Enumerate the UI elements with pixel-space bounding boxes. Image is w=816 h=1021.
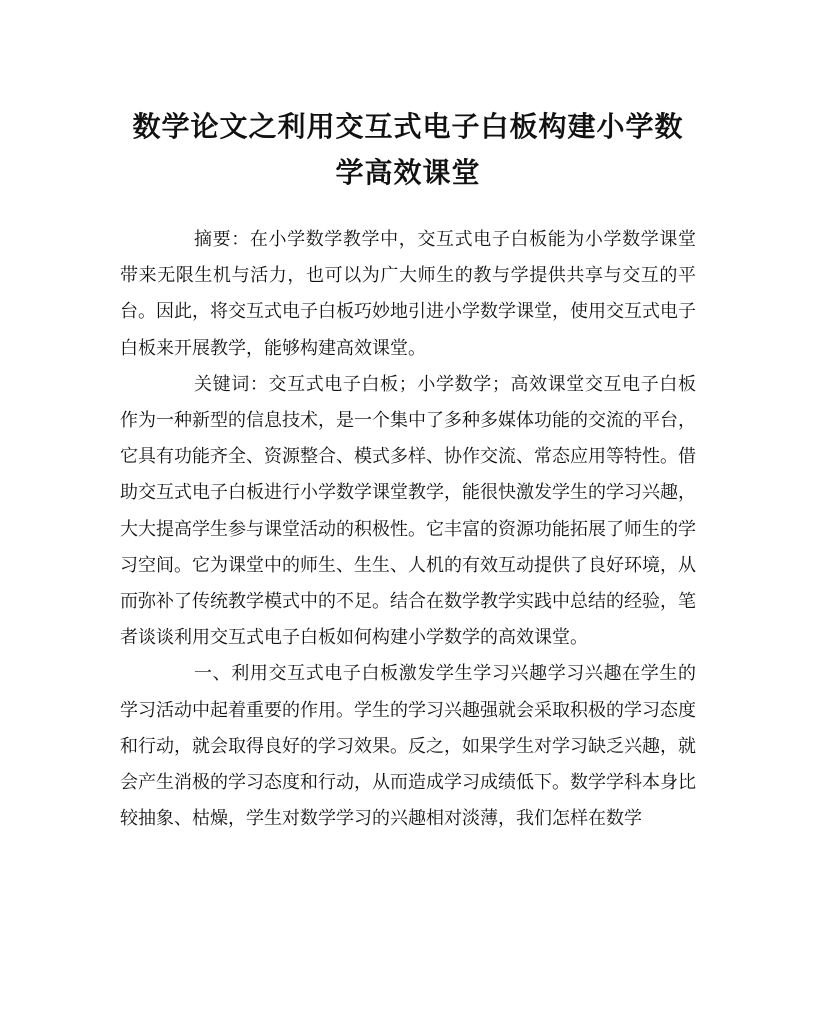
abstract-paragraph: 摘要：在小学数学教学中，交互式电子白板能为小学数学课堂带来无限生机与活力，也可以为广大师生的教与学提供共享与交互的平台。因此，将交互式电子白板巧妙地引进小学数学课堂，使用交互式电子白板来开展教学，能够构建高效课堂。 xyxy=(120,229,696,359)
document-title: 数学论文之利用交互式电子白板构建小学数学高效课堂 xyxy=(132,110,684,189)
section-one-paragraph: 一、利用交互式电子白板激发学生学习兴趣学习兴趣在学生的学习活动中起着重要的作用。学生的学习兴趣强就会采取积极的学习态度和行动，就会取得良好的学习效果。反之，如果学生对学习缺乏兴趣，就会产生消极的学习态度和行动，从而造成学习成绩低下。数学学科本身比较抽象、枯燥，学生对数学学习的兴趣相对淡薄，我们怎样在数学 xyxy=(120,663,696,830)
document-body xyxy=(120,222,696,837)
keywords-paragraph: 关键词：交互式电子白板；小学数学；高效课堂交互电子白板作为一种新型的信息技术，是一个集中了多种多媒体功能的交流的平台，它具有功能齐全、资源整合、模式多样、协作交流、常态应用等特性。借助交互式电子白板进行小学数学课堂教学，能很快激发学生的学习兴趣，大大提高学生参与课堂活动的积极性。它丰富的资源功能拓展了师生的学习空间。它为课堂中的师生、生生、人机的有效互动提供了良好环境，从而弥补了传统教学模式中的不足。结合在数学教学实践中总结的经验，笔者谈谈利用交互式电子白板如何构建小学数学的高效课堂。 xyxy=(120,373,696,649)
